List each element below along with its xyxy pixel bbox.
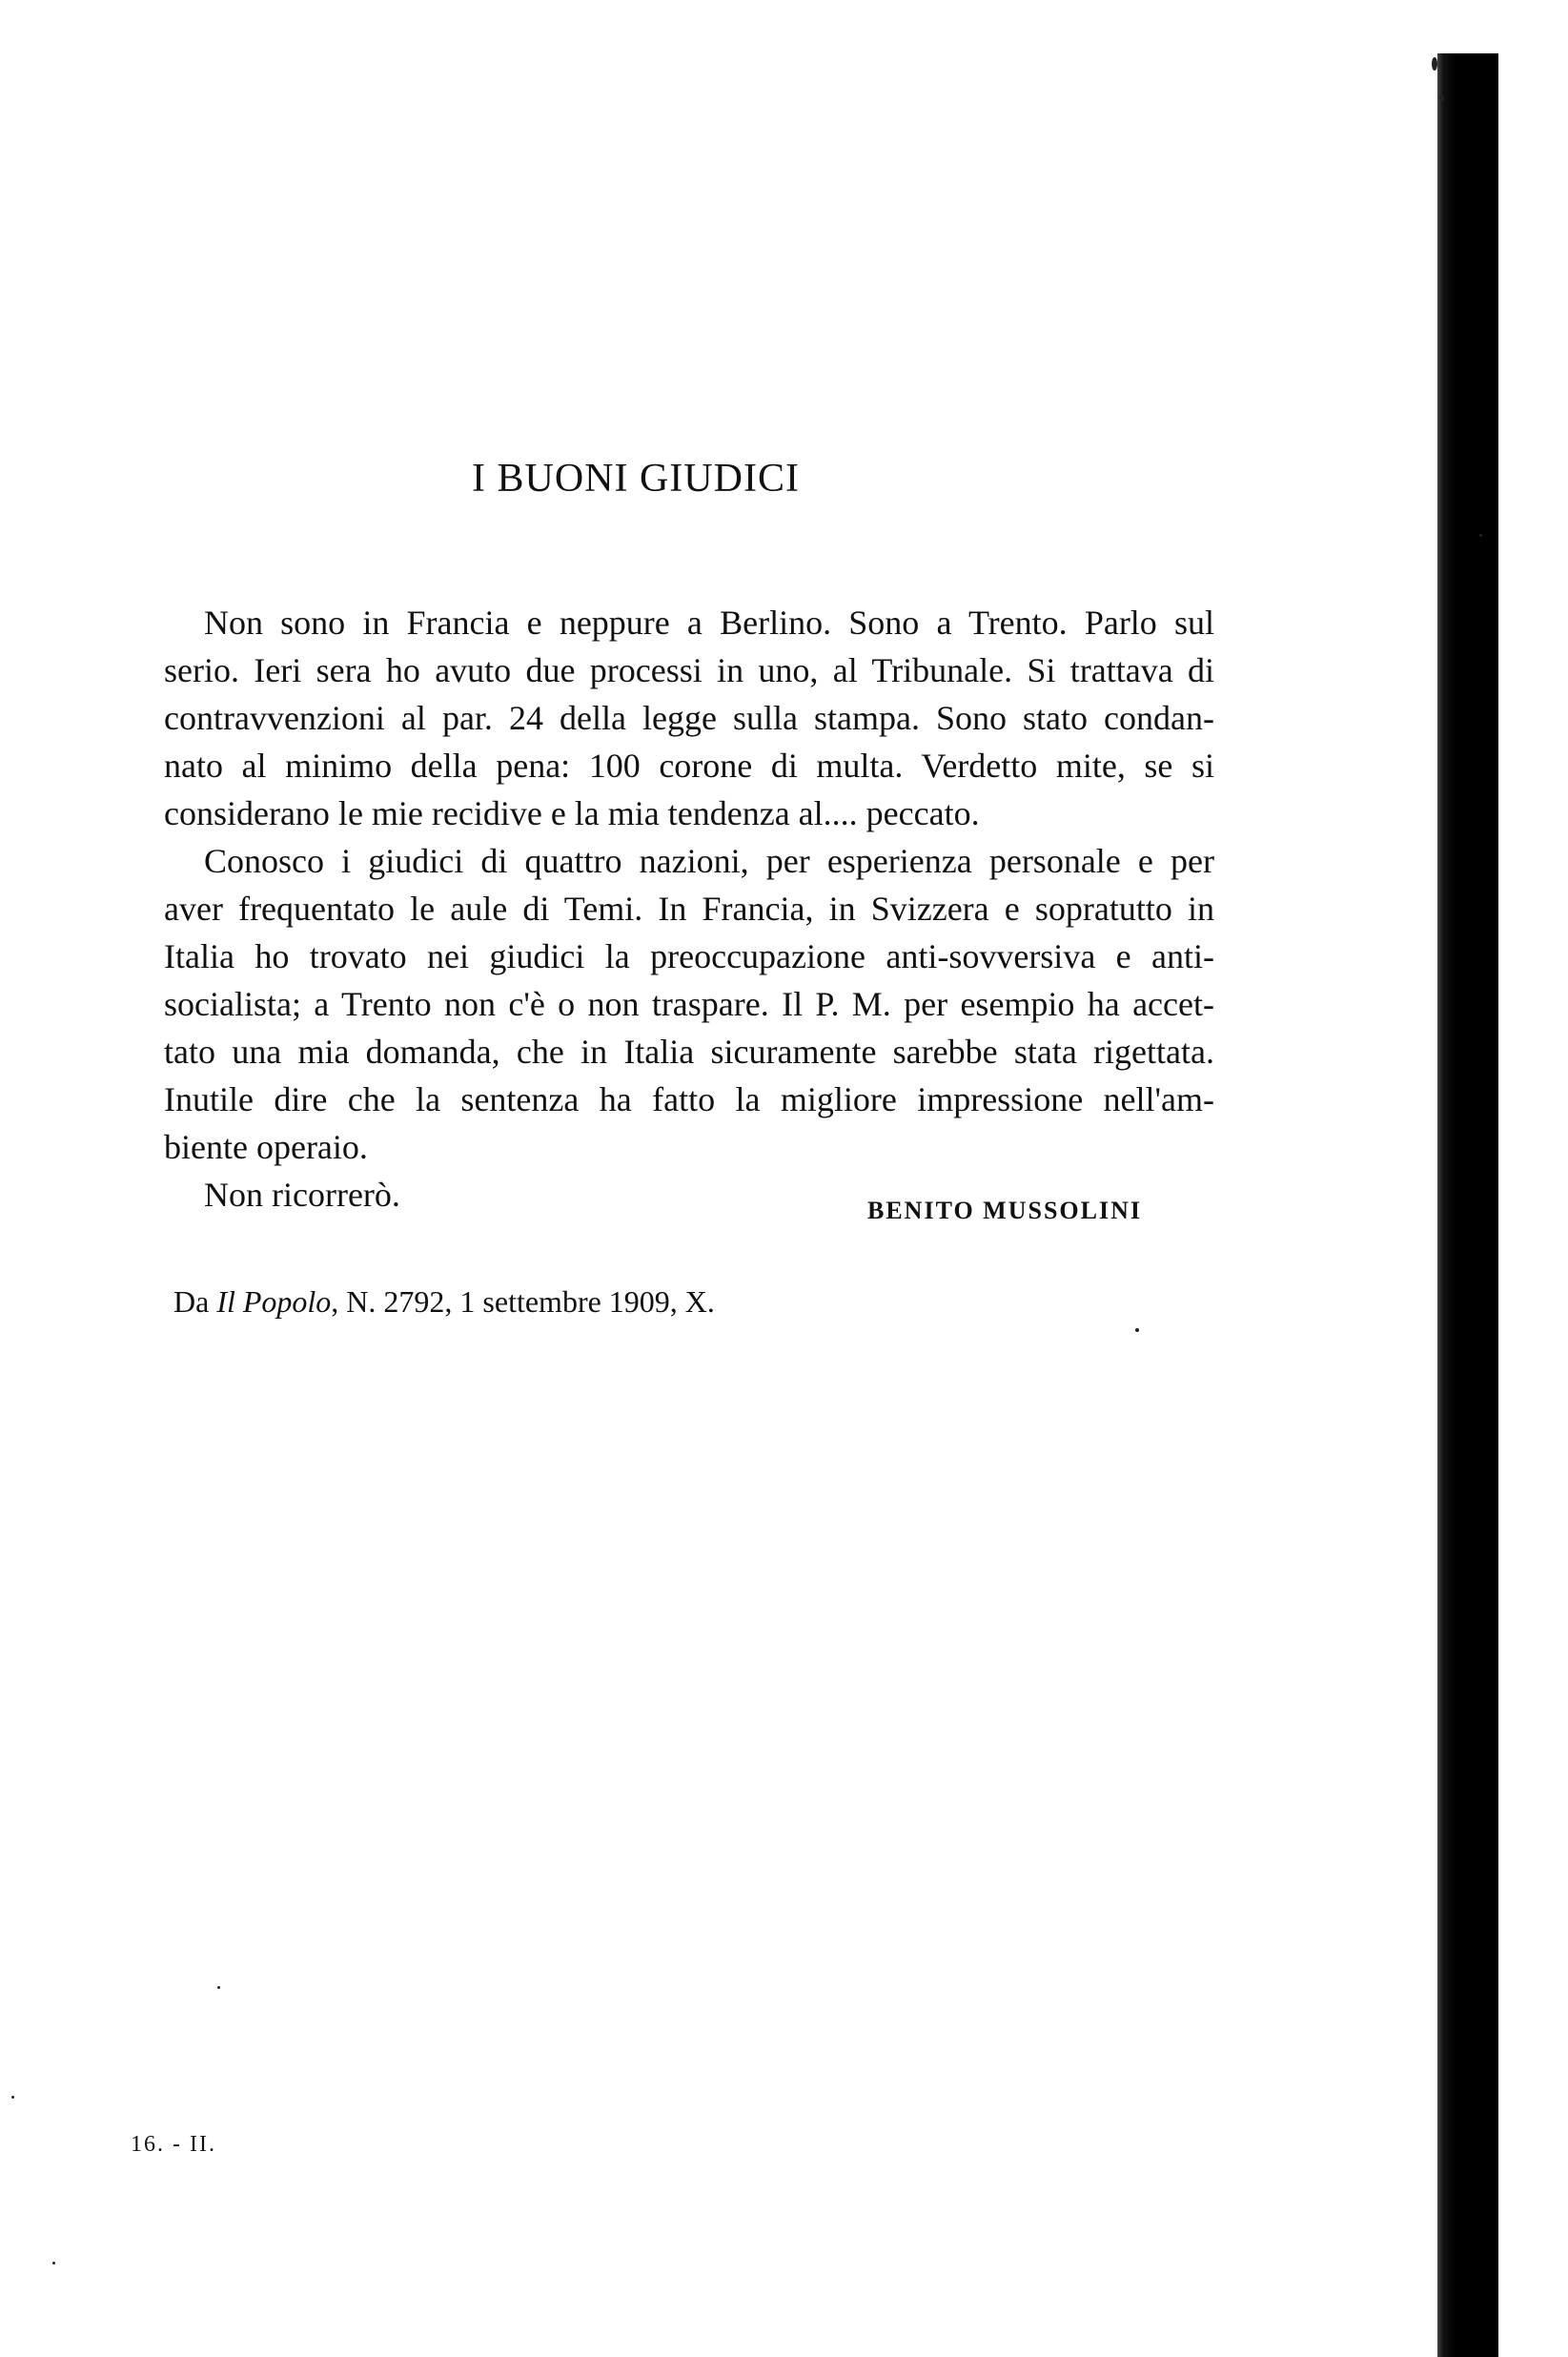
scan-speck — [52, 2262, 55, 2265]
text-line: serio. Ieri sera ho avuto due processi in uno, al Tribunale. Si trattava di — [164, 651, 1214, 689]
scan-speck — [217, 1986, 220, 1989]
binding-shadow — [1437, 53, 1498, 2357]
text-line: socialista; a Trento non c'è o non traspare. Il P. M. per esempio ha accet- — [164, 985, 1214, 1023]
scan-speck — [1439, 95, 1444, 101]
author-signature: BENITO MUSSOLINI — [867, 1197, 1142, 1224]
text-line: Italia ho trovato nei giudici la preoccupazione anti-sovversiva e anti- — [164, 937, 1214, 975]
source-prefix: Da — [173, 1284, 217, 1319]
text-line: Conosco i giudici di quattro nazioni, per esperienza personale e per — [204, 842, 1214, 880]
scan-speck — [1479, 534, 1482, 537]
text-line: aver frequentato le aule di Temi. In Francia, in Svizzera e sopratutto in — [164, 890, 1214, 928]
source-citation — [173, 1284, 715, 1320]
scan-speck — [1135, 1328, 1139, 1332]
article-title: I BUONI GIUDICI — [472, 457, 800, 501]
page-number: 16. - II. — [131, 2132, 216, 2157]
text-line: nato al minimo della pena: 100 corone di multa. Verdetto mite, se si — [164, 747, 1214, 785]
text-line: Non ricorrerò. — [204, 1176, 400, 1214]
text-line: biente operaio. — [164, 1128, 368, 1166]
paragraph-1 — [164, 599, 1214, 837]
text-line: Non sono in Francia e neppure a Berlino. Sono a Trento. Parlo sul — [204, 604, 1214, 642]
scan-speck — [11, 2096, 14, 2099]
publication-name: Il Popolo — [216, 1284, 332, 1319]
article-body — [164, 599, 1214, 1219]
text-line: considerano le mie recidive e la mia tendenza al.... peccato. — [164, 794, 980, 832]
paragraph-2 — [164, 837, 1214, 1171]
text-line: Inutile dire che la sentenza ha fatto la migliore impressione nell'am- — [164, 1080, 1214, 1118]
source-details: , N. 2792, 1 settembre 1909, X. — [331, 1284, 715, 1319]
scan-speck — [1432, 57, 1437, 71]
text-line: contravvenzioni al par. 24 della legge sulla stampa. Sono stato condan- — [164, 699, 1214, 737]
text-line: tato una mia domanda, che in Italia sicuramente sarebbe stata rigettata. — [164, 1033, 1214, 1071]
